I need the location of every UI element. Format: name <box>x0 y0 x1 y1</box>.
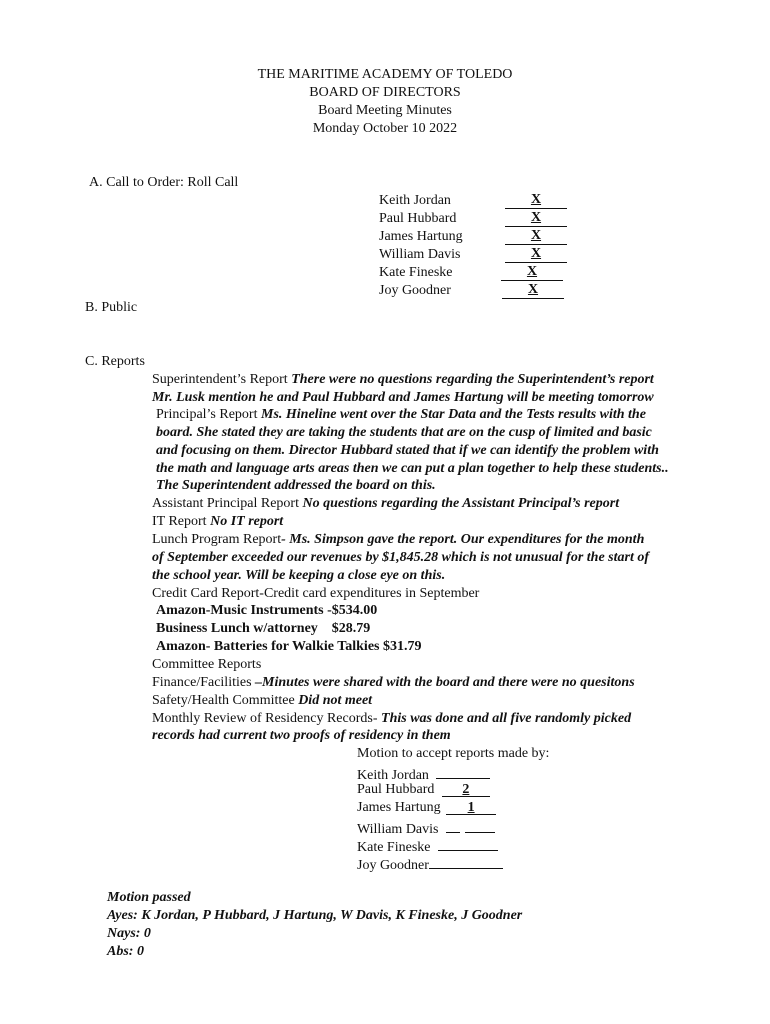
residency-review-label: Monthly Review of Residency Records- <box>152 711 382 726</box>
lunch-program-report <box>152 531 644 549</box>
roll-call-name: Kate Fineske <box>379 265 453 280</box>
residency-review-text: This was done and all five randomly picked <box>381 711 632 726</box>
motion-member-value <box>438 835 498 851</box>
assistant-principal-label: Assistant Principal Report <box>152 496 303 511</box>
motion-member-name: Keith Jordan <box>357 768 429 783</box>
principal-report-line4: the math and language arts areas then we can put a plan together to help these students.. <box>156 461 669 476</box>
roll-call-name: Keith Jordan <box>379 193 451 208</box>
motion-member-value <box>446 817 460 833</box>
principal-report-line3: and focusing on them. Director Hubbard stated that if we can identify the problem with <box>156 443 659 458</box>
residency-review-report <box>152 710 631 728</box>
it-report-text: No IT report <box>210 514 284 529</box>
roll-call-mark: X <box>501 263 563 281</box>
roll-call-mark: X <box>502 281 564 299</box>
roll-call-mark: X <box>505 191 567 209</box>
motion-member-value <box>436 763 490 779</box>
motion-passed: Motion passed <box>107 890 191 905</box>
safety-health-label: Safety/Health Committee <box>152 693 299 708</box>
it-report <box>152 513 283 531</box>
superintendent-report-line2: Mr. Lusk mention he and Paul Hubbard and James Hartung will be meeting tomorrow <box>152 390 654 405</box>
motion-title: Motion to accept reports made by: <box>357 746 550 761</box>
org-title: THE MARITIME ACADEMY OF TOLEDO <box>257 67 513 82</box>
motion-member-value: 1 <box>446 799 496 815</box>
lunch-program-label: Lunch Program Report <box>152 532 282 547</box>
credit-card-item: Amazon-Music Instruments -$534.00 <box>156 603 378 618</box>
section-b-heading: B. Public <box>85 300 138 315</box>
roll-call-mark: X <box>505 245 567 263</box>
residency-review-line2: records had current two proofs of residency in them <box>152 728 451 743</box>
principal-report-label: Principal’s Report <box>156 407 261 422</box>
roll-call-name: William Davis <box>379 247 461 262</box>
superintendent-report-text: There were no questions regarding the Superintendent’s report <box>291 372 654 387</box>
superintendent-report-label: Superintendent’s Report <box>152 372 292 387</box>
document-title: Board Meeting Minutes <box>318 103 452 118</box>
it-report-label: IT Report <box>152 514 211 529</box>
credit-card-report: Credit Card Report-Credit card expenditures in September <box>152 586 480 601</box>
lunch-program-line2: of September exceeded our revenues by $1,845.28 which is not unusual for the start of <box>152 550 650 565</box>
assistant-principal-report <box>152 495 619 513</box>
principal-report-line2: board. She stated they are taking the students that are on the cusp of limited and basic <box>156 425 652 440</box>
principal-report <box>156 406 646 424</box>
motion-member-row <box>357 799 496 817</box>
vote-nays: Nays: 0 <box>107 926 151 941</box>
finance-facilities-text: –Minutes were shared with the board and there were no quesitons <box>255 675 635 690</box>
meeting-date: Monday October 10 2022 <box>312 121 458 136</box>
board-title: BOARD OF DIRECTORS <box>309 85 461 100</box>
motion-member-blank <box>465 817 495 833</box>
roll-call-name: Joy Goodner <box>379 283 451 298</box>
safety-health-report <box>152 692 372 710</box>
section-c-heading: C. Reports <box>85 354 145 369</box>
motion-member-name: James Hartung <box>357 800 441 815</box>
motion-member-name: Joy Goodner <box>357 858 429 873</box>
motion-member-row <box>357 853 503 875</box>
superintendent-report <box>152 371 654 389</box>
principal-report-text: Ms. Hineline went over the Star Data and the Tests results with the <box>261 407 646 422</box>
section-a-heading: A. Call to Order: Roll Call <box>89 175 239 190</box>
vote-abstentions: Abs: 0 <box>107 944 144 959</box>
motion-member-name: William Davis <box>357 822 439 837</box>
motion-member-value: 2 <box>442 781 490 797</box>
assistant-principal-text: No questions regarding the Assistant Principal’s report <box>302 496 620 511</box>
roll-call-mark: X <box>505 209 567 227</box>
committee-reports-heading: Committee Reports <box>152 657 262 672</box>
roll-call-name: James Hartung <box>379 229 463 244</box>
roll-call-name: Paul Hubbard <box>379 211 457 226</box>
lunch-program-text: - Ms. Simpson gave the report. Our expenditures for the month <box>281 532 645 547</box>
lunch-program-line3: the school year. Will be keeping a close eye on this. <box>152 568 446 583</box>
safety-health-text: Did not meet <box>298 693 373 708</box>
credit-card-item: Amazon- Batteries for Walkie Talkies $31.79 <box>156 639 422 654</box>
finance-facilities-report <box>152 674 635 692</box>
motion-member-name: Paul Hubbard <box>357 782 435 797</box>
principal-report-line5: The Superintendent addressed the board on this. <box>156 478 436 493</box>
finance-facilities-label: Finance/Facilities <box>152 675 256 690</box>
motion-member-row <box>357 781 490 799</box>
vote-ayes: Ayes: K Jordan, P Hubbard, J Hartung, W Davis, K Fineske, J Goodner <box>107 908 523 923</box>
credit-card-item: Business Lunch w/attorney $28.79 <box>156 621 371 636</box>
motion-member-name: Kate Fineske <box>357 840 431 855</box>
roll-call-mark: X <box>505 227 567 245</box>
motion-member-value <box>429 853 503 869</box>
